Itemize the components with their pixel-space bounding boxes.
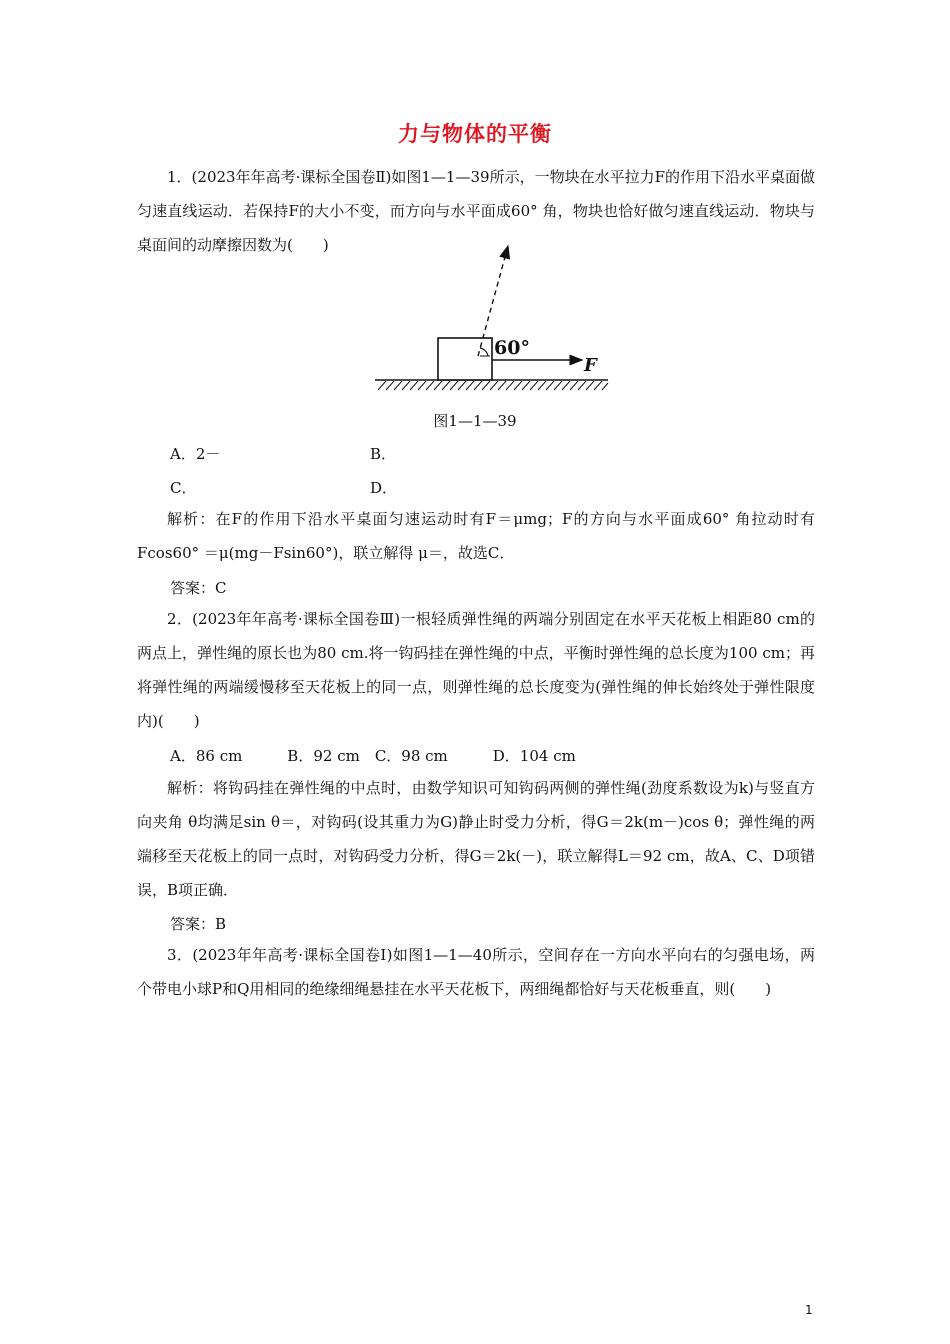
question-2-answer: 答案：B [170,915,227,933]
force-label: F [584,355,597,376]
page-title: 力与物体的平衡 [398,121,552,146]
question-2-stem: 2．(2023年年高考·课标全国卷Ⅲ)一根轻质弹性绳的两端分别固定在水平天花板上相距80 cm的两点上，弹性绳的原长也为80 cm.将一钩码挂在弹性绳的中点，平衡时弹性绳的总长度为100 cm；再将弹性绳的两端缓慢移至天花板上的同一点，则弹性绳的总长度变为(弹性绳的伸长始终处于弹性限度内)( ) [137,610,815,730]
option-c: C． [170,479,197,497]
option-b: B． [370,445,397,463]
option-d: D． [370,479,398,497]
question-1-stem: 1．(2023年年高考·课标全国卷Ⅱ)如图1—1—39所示，一物块在水平拉力F的作用下沿水平桌面做匀速直线运动．若保持F的大小不变，而方向与水平面成60° 角，物块也恰好做匀速直线运动．物块与桌面间的动摩擦因数为( ) [137,168,815,254]
figure-caption: 图1—1—39 [433,412,517,430]
block [438,338,492,380]
option-a: A．2－ [170,445,221,463]
question-1-answer: 答案：C [170,579,227,597]
question-2-analysis: 解析：将钩码挂在弹性绳的中点时，由数学知识可知钩码两侧的弹性绳(劲度系数设为k)与竖直方向夹角 θ均满足sin θ＝，对钩码(设其重力为G)静止时受力分析，得G＝2k(m－)cos θ；弹性绳的两端移至天花板上的同一点时，对钩码受力分析，得G＝2k(－)，联立解得L＝92 cm，故A、C、D项错误，B项正确． [137,779,815,899]
angle-label: 60° [494,337,530,359]
question-1-analysis: 解析：在F的作用下沿水平桌面匀速运动时有F＝μmg；F的方向与水平面成60° 角拉动时有Fcos60° ＝μ(mg－Fsin60°)，联立解得 μ＝，故选C． [137,510,815,562]
question-2-options: A．86 cm B．92 cm C．98 cm D．104 cm [170,747,576,765]
force-diagram [370,238,620,398]
page-number: 1 [805,1303,813,1317]
ground-hatching [378,381,608,390]
question-3-stem: 3．(2023年年高考·课标全国卷Ⅰ)如图1—1—40所示，空间存在一方向水平向右的匀强电场，两个带电小球P和Q用相同的绝缘细绳悬挂在水平天花板下，两细绳都恰好与天花板垂直，则( ) [137,946,815,998]
